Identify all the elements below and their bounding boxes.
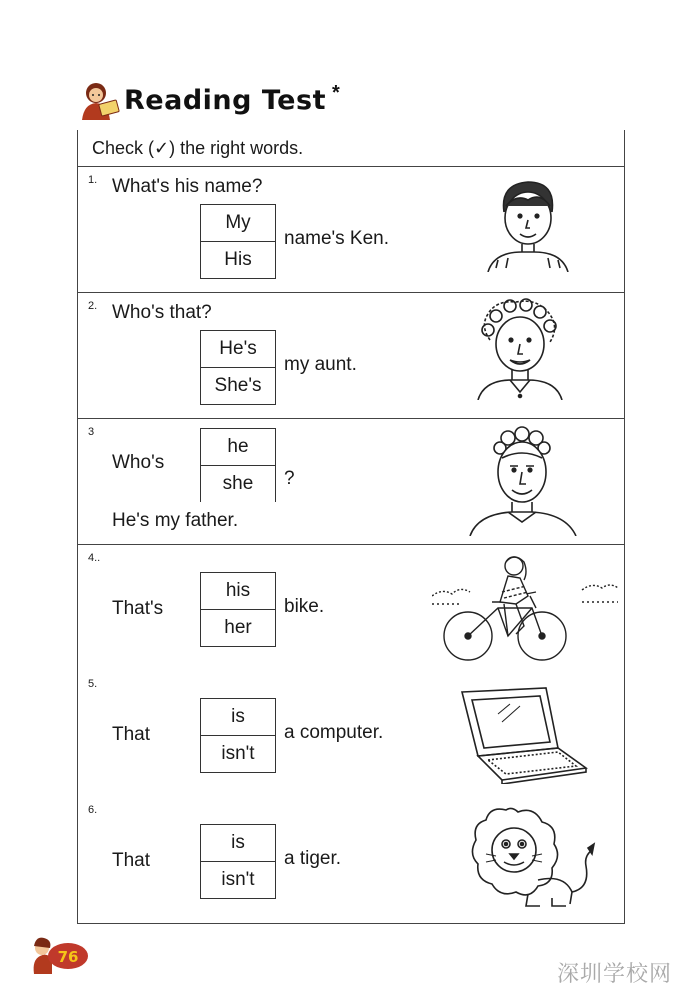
tiger-icon <box>468 804 598 914</box>
option-shes[interactable]: She's <box>214 375 262 396</box>
page-number-badge <box>24 932 90 976</box>
title-star: * <box>331 81 340 104</box>
question-number: 2. <box>88 300 98 312</box>
question-3 <box>78 418 624 545</box>
sentence-end: my aunt. <box>284 354 357 375</box>
father-portrait-icon <box>466 422 582 536</box>
choice-box <box>200 330 276 405</box>
page-header <box>76 78 340 122</box>
option-isnt[interactable]: isn't <box>221 743 255 764</box>
aunt-portrait-icon <box>470 296 570 400</box>
question-number: 6. <box>88 804 98 816</box>
question-mark: ? <box>284 468 295 489</box>
question-6 <box>78 796 624 924</box>
option-he[interactable]: he <box>201 429 275 466</box>
laptop-icon <box>458 684 588 784</box>
choice-box <box>200 824 276 899</box>
sentence-end: a tiger. <box>284 848 342 869</box>
sentence-end: bike. <box>284 596 325 617</box>
sentence-start: That's <box>112 598 164 619</box>
sentence-end: a computer. <box>284 722 384 743</box>
question-number: 1. <box>88 174 98 186</box>
choice-box <box>200 204 276 279</box>
question-text: Who's that? <box>112 302 212 323</box>
worksheet <box>77 130 625 924</box>
option-his[interactable]: His <box>224 249 252 270</box>
instruction-row <box>78 130 624 167</box>
question-5 <box>78 670 624 796</box>
girl-on-bike-icon <box>432 552 618 664</box>
question-4 <box>78 544 624 670</box>
question-2 <box>78 292 624 419</box>
boy-portrait-icon <box>482 172 574 272</box>
reading-mascot-icon <box>76 80 120 120</box>
option-is[interactable]: is <box>201 699 275 736</box>
question-1 <box>78 166 624 293</box>
option-isnt[interactable]: isn't <box>221 869 255 890</box>
choice-box <box>200 698 276 773</box>
choice-box <box>200 428 276 499</box>
question-number: 4.. <box>88 552 101 564</box>
page-title: Reading Test <box>124 84 326 116</box>
watermark: 深圳学校网 <box>556 962 672 987</box>
question-text: What's his name? <box>112 176 263 197</box>
instruction-text: Check (✓) the right words. <box>92 138 304 158</box>
sentence-start: Who's <box>112 452 165 473</box>
option-my[interactable]: My <box>201 205 275 242</box>
option-hes[interactable]: He's <box>201 331 275 368</box>
option-his[interactable]: his <box>201 573 275 610</box>
question-number: 3 <box>88 426 95 438</box>
sentence-end: name's Ken. <box>284 228 390 249</box>
option-is[interactable]: is <box>201 825 275 862</box>
page-number: 76 <box>57 948 79 966</box>
option-she[interactable]: she <box>200 466 276 502</box>
question-number: 5. <box>88 678 98 690</box>
sentence-start: That <box>112 850 151 871</box>
sentence-start: That <box>112 724 151 745</box>
answer-text: He's my father. <box>112 510 239 531</box>
option-her[interactable]: her <box>224 617 252 638</box>
choice-box <box>200 572 276 647</box>
